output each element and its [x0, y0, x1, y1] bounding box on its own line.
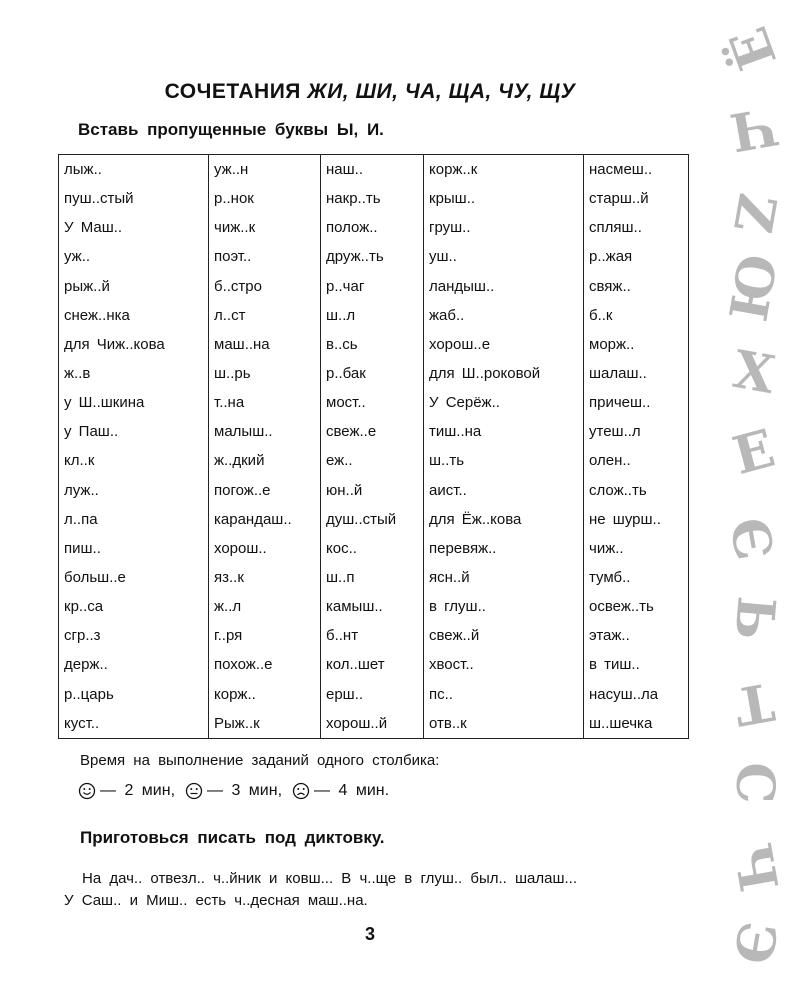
table-row [59, 242, 689, 271]
word-cell: морж.. [584, 330, 689, 359]
word-cell: б..стро [209, 272, 321, 301]
table-row [59, 621, 689, 650]
word-cell: душ..стый [321, 505, 424, 534]
title-combo: ЩУ [539, 80, 576, 103]
side-letter: С [724, 762, 785, 804]
word-cell: ш..л [321, 301, 424, 330]
word-cell: причеш.. [584, 388, 689, 417]
word-cell: похож..е [209, 650, 321, 679]
word-cell: свеж..й [424, 621, 584, 650]
word-cell: кр..са [59, 592, 209, 621]
word-cell: олен.. [584, 446, 689, 475]
table-row [59, 417, 689, 446]
word-cell: ясн..й [424, 563, 584, 592]
word-cell: уж.. [59, 242, 209, 271]
word-cell: У Серёж.. [424, 388, 584, 417]
word-cell: свеж..е [321, 417, 424, 446]
word-cell: накр..ть [321, 184, 424, 213]
word-cell: чиж..к [209, 213, 321, 242]
word-cell: хорош..е [424, 330, 584, 359]
word-cell: б..нт [321, 621, 424, 650]
table-row [59, 213, 689, 242]
word-cell: наш.. [321, 155, 424, 185]
side-letters-decoration [710, 0, 800, 1000]
word-cell: уж..н [209, 155, 321, 185]
word-cell: ш..рь [209, 359, 321, 388]
title-combo: ЩА, [448, 80, 492, 103]
word-cell: освеж..ть [584, 592, 689, 621]
word-cell: старш..й [584, 184, 689, 213]
title-combo: ЖИ, [307, 80, 350, 103]
page-title [0, 80, 740, 104]
word-cell: мост.. [321, 388, 424, 417]
side-letter: Х [728, 338, 780, 407]
word-cell: тумб.. [584, 563, 689, 592]
table-row [59, 650, 689, 679]
word-cell: р..царь [59, 680, 209, 709]
word-cell: яз..к [209, 563, 321, 592]
word-cell: ландыш.. [424, 272, 584, 301]
task-instruction: Вставь пропущенные буквы Ы, И. [78, 120, 384, 139]
word-cell: Рыж..к [209, 709, 321, 739]
table-row [59, 301, 689, 330]
page-number: 3 [364, 924, 375, 944]
word-cell: кол..шет [321, 650, 424, 679]
word-cell: не шурш.. [584, 505, 689, 534]
sad-face-icon [292, 782, 310, 800]
word-cell: слож..ть [584, 476, 689, 505]
word-cell: хвост.. [424, 650, 584, 679]
word-cell: насмеш.. [584, 155, 689, 185]
word-cell: сгр..з [59, 621, 209, 650]
word-cell: пуш..стый [59, 184, 209, 213]
word-cell: еж.. [321, 446, 424, 475]
table-row [59, 680, 689, 709]
time-estimate-text: — 2 мин, [100, 782, 176, 799]
word-cell: чиж.. [584, 534, 689, 563]
word-cell: б..к [584, 301, 689, 330]
side-letter: Ю [718, 249, 791, 326]
word-cell: карандаш.. [209, 505, 321, 534]
word-cell: куст.. [59, 709, 209, 739]
table-row [59, 505, 689, 534]
time-estimate-text: — 4 мин. [314, 782, 390, 799]
word-cell: р..бак [321, 359, 424, 388]
side-letter: Э [720, 917, 789, 969]
word-cell: юн..й [321, 476, 424, 505]
word-cell: луж.. [59, 476, 209, 505]
time-label: Время на выполнение заданий одного столбика: [80, 752, 440, 769]
table-row [59, 563, 689, 592]
title-combo: ЧА, [404, 80, 443, 103]
word-cell: шалаш.. [584, 359, 689, 388]
table-row [59, 446, 689, 475]
word-cell: пс.. [424, 680, 584, 709]
side-letter: Z [721, 189, 788, 238]
word-cell: р..нок [209, 184, 321, 213]
word-cell: хорош..й [321, 709, 424, 739]
table-row [59, 388, 689, 417]
word-cell: у Паш.. [59, 417, 209, 446]
smile-face-icon [78, 782, 96, 800]
side-letter: Ь [722, 593, 787, 643]
word-cell: р..жая [584, 242, 689, 271]
word-cell: пиш.. [59, 534, 209, 563]
table-row [59, 330, 689, 359]
word-cell: жаб.. [424, 301, 584, 330]
side-letter: Ч [725, 94, 783, 163]
word-cell: ж..л [209, 592, 321, 621]
word-cell: кос.. [321, 534, 424, 563]
word-cell: ш..п [321, 563, 424, 592]
title-prefix: СОЧЕТАНИЯ [164, 80, 301, 103]
word-cell: этаж.. [584, 621, 689, 650]
word-cell: в тиш.. [584, 650, 689, 679]
word-cell: корж.. [209, 680, 321, 709]
word-cell: насуш..ла [584, 680, 689, 709]
word-cell: г..ря [209, 621, 321, 650]
word-cell: ш..ть [424, 446, 584, 475]
word-cell: перевяж.. [424, 534, 584, 563]
table-row [59, 709, 689, 739]
word-cell: груш.. [424, 213, 584, 242]
word-cell: спляш.. [584, 213, 689, 242]
word-cell: т..на [209, 388, 321, 417]
word-cell: тиш..на [424, 417, 584, 446]
word-cell: кл..к [59, 446, 209, 475]
word-cell: л..ст [209, 301, 321, 330]
word-cell: ш..шечка [584, 709, 689, 739]
table-row [59, 184, 689, 213]
side-letter: Т [729, 670, 779, 737]
side-letter: Э [719, 512, 788, 564]
side-letter: Ё [718, 19, 789, 78]
word-cell: для Ёж..кова [424, 505, 584, 534]
dictation-title: Приготовься писать под диктовку. [80, 828, 385, 847]
word-cell: для Чиж..кова [59, 330, 209, 359]
side-letter: Е [726, 417, 781, 488]
neutral-face-icon [185, 782, 203, 800]
word-cell: в глуш.. [424, 592, 584, 621]
word-cell: уш.. [424, 242, 584, 271]
side-letter: Ч [720, 839, 789, 897]
word-cell: друж..ть [321, 242, 424, 271]
table-row [59, 592, 689, 621]
word-cell: У Маш.. [59, 213, 209, 242]
title-combo: ШИ, [355, 80, 399, 103]
time-estimates [78, 782, 399, 800]
dictation-text [64, 868, 694, 912]
table-row [59, 476, 689, 505]
time-estimate-text: — 3 мин, [207, 782, 283, 799]
word-cell: маш..на [209, 330, 321, 359]
word-cell: в..сь [321, 330, 424, 359]
table-row [59, 272, 689, 301]
word-cell: малыш.. [209, 417, 321, 446]
title-combo: ЧУ, [498, 80, 534, 103]
word-cell: погож..е [209, 476, 321, 505]
word-cell: свяж.. [584, 272, 689, 301]
word-cell: больш..е [59, 563, 209, 592]
word-cell: держ.. [59, 650, 209, 679]
word-cell: у Ш..шкина [59, 388, 209, 417]
word-cell: крыш.. [424, 184, 584, 213]
table-row [59, 155, 689, 185]
word-cell: р..чаг [321, 272, 424, 301]
word-cell: поэт.. [209, 242, 321, 271]
table-row [59, 534, 689, 563]
dictation-line: На дач.. отвезл.. ч..йник и ковш... В ч..ще в глуш.. был.. шалаш... [82, 870, 578, 887]
word-cell: ж..в [59, 359, 209, 388]
word-cell: лыж.. [59, 155, 209, 185]
word-cell: ж..дкий [209, 446, 321, 475]
word-cell: хорош.. [209, 534, 321, 563]
word-cell: утеш..л [584, 417, 689, 446]
word-cell: отв..к [424, 709, 584, 739]
dictation-line: У Саш.. и Миш.. есть ч..десная маш..на. [64, 892, 368, 909]
word-cell: л..па [59, 505, 209, 534]
word-cell: аист.. [424, 476, 584, 505]
table-row [59, 359, 689, 388]
word-cell: корж..к [424, 155, 584, 185]
word-cell: камыш.. [321, 592, 424, 621]
word-cell: ерш.. [321, 680, 424, 709]
word-table [58, 154, 689, 739]
word-cell: для Ш..роковой [424, 359, 584, 388]
word-cell: рыж..й [59, 272, 209, 301]
word-table-body [59, 155, 689, 739]
word-cell: полож.. [321, 213, 424, 242]
word-cell: снеж..нка [59, 301, 209, 330]
